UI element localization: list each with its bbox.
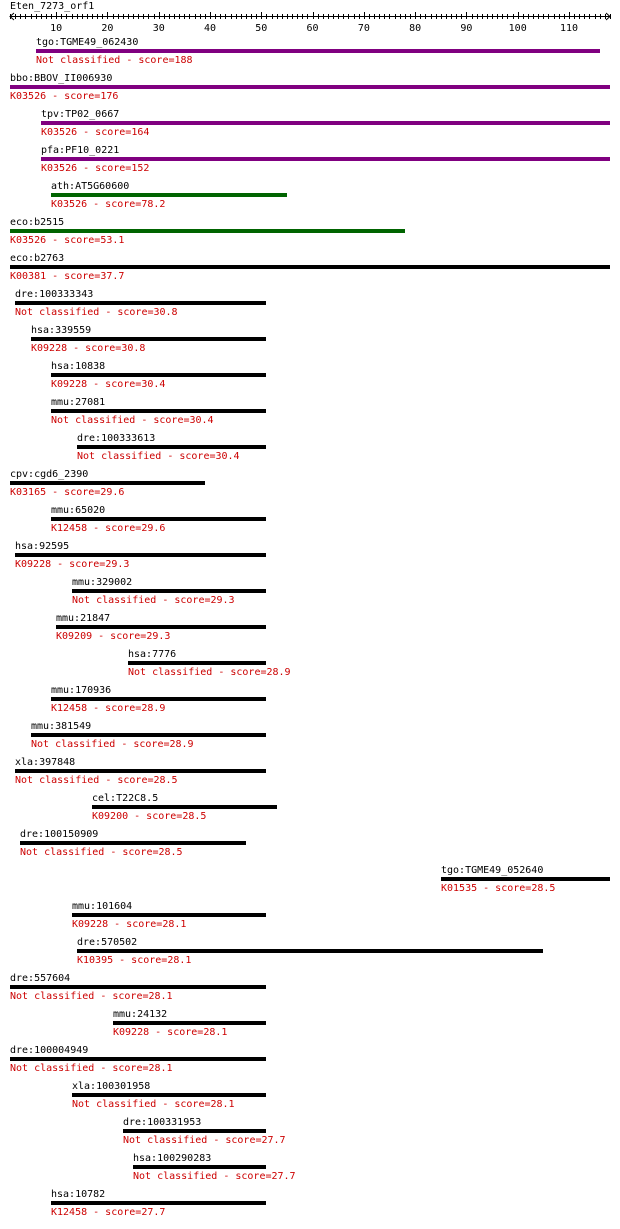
hit-ko-score-link[interactable] <box>56 631 170 642</box>
hit-name-link[interactable]: xla:100301958 <box>72 1081 151 1092</box>
hit-ko-score-link[interactable] <box>31 343 145 354</box>
hit-ko-score-link[interactable] <box>51 199 165 210</box>
score-prefix: - score= <box>77 127 132 138</box>
score-value: 28.1 <box>210 1099 235 1110</box>
ko-label: K03526 <box>41 127 78 138</box>
alignment-bar[interactable] <box>31 733 266 737</box>
alignment-bar[interactable] <box>123 1129 266 1133</box>
ko-label: Not classified <box>10 991 95 1002</box>
hit-ko-score-link[interactable] <box>51 523 165 534</box>
score-value: 27.7 <box>141 1207 166 1218</box>
hit-name-link[interactable]: bbo:BBOV_II006930 <box>10 73 113 84</box>
score-prefix: - score= <box>46 487 101 498</box>
score-prefix: - score= <box>99 307 154 318</box>
alignment-bar[interactable] <box>51 409 266 413</box>
score-value: 28.5 <box>531 883 556 894</box>
alignment-bar[interactable] <box>10 1057 266 1061</box>
score-prefix: - score= <box>156 1099 211 1110</box>
score-value: 28.5 <box>182 811 207 822</box>
score-prefix: - score= <box>46 235 101 246</box>
hit-ko-score-link[interactable] <box>133 1171 296 1182</box>
score-prefix: - score= <box>113 955 168 966</box>
alignment-bar[interactable] <box>10 985 266 989</box>
hit-name-link[interactable]: pfa:PF10_0221 <box>41 145 120 156</box>
score-prefix: - score= <box>46 91 101 102</box>
alignment-bar[interactable] <box>15 769 266 773</box>
alignment-bar[interactable] <box>20 841 246 845</box>
ko-label: Not classified <box>72 1099 157 1110</box>
score-value: 28.1 <box>162 919 187 930</box>
ruler-tick-label: 50 <box>255 23 268 34</box>
ruler-tick-label: 20 <box>101 23 114 34</box>
score-prefix: - score= <box>217 1171 272 1182</box>
score-prefix: - score= <box>104 847 159 858</box>
score-prefix: - score= <box>149 1027 204 1038</box>
alignment-bar[interactable] <box>15 301 266 305</box>
hit-ko-score-link[interactable] <box>72 1099 235 1110</box>
hit-name-link[interactable]: mmu:101604 <box>72 901 133 912</box>
score-value: 30.4 <box>141 379 166 390</box>
ruler-tick-label: 60 <box>306 23 319 34</box>
score-prefix: - score= <box>46 271 101 282</box>
ko-label: K00381 <box>10 271 47 282</box>
ruler-tick-label: 80 <box>409 23 422 34</box>
ruler-tick-label: 90 <box>460 23 473 34</box>
score-value: 28.9 <box>169 739 194 750</box>
hit-name-link[interactable]: dre:100004949 <box>10 1045 89 1056</box>
hit-ko-score-link[interactable] <box>10 1063 173 1074</box>
ko-label: K09228 <box>113 1027 150 1038</box>
score-value: 164 <box>131 127 150 138</box>
alignment-bar[interactable] <box>77 445 266 449</box>
alignment-bar[interactable] <box>41 121 610 125</box>
hit-name-link[interactable]: tgo:TGME49_052640 <box>441 865 544 876</box>
ko-label: K09209 <box>56 631 93 642</box>
ko-label: Not classified <box>123 1135 208 1146</box>
score-prefix: - score= <box>212 667 267 678</box>
score-value: 27.7 <box>261 1135 286 1146</box>
score-prefix: - score= <box>128 811 183 822</box>
score-value: 29.6 <box>100 487 125 498</box>
hit-ko-score-link[interactable] <box>72 919 186 930</box>
alignment-bar[interactable] <box>36 49 600 53</box>
alignment-bar[interactable] <box>51 193 287 197</box>
score-value: 28.9 <box>141 703 166 714</box>
alignment-bar[interactable] <box>441 877 610 881</box>
hit-ko-score-link[interactable] <box>10 235 124 246</box>
ko-label: K09200 <box>92 811 129 822</box>
alignment-bar[interactable] <box>10 85 610 89</box>
alignment-bar[interactable] <box>31 337 266 341</box>
score-prefix: - score= <box>99 775 154 786</box>
alignment-bar[interactable] <box>10 229 405 233</box>
hit-ko-score-link[interactable] <box>51 1207 165 1218</box>
hit-ko-score-link[interactable] <box>77 451 240 462</box>
score-value: 28.5 <box>153 775 178 786</box>
score-value: 28.1 <box>148 1063 173 1074</box>
query-title: Eten_7273_orf1 <box>10 1 95 12</box>
hit-ko-score-link[interactable] <box>41 127 149 138</box>
alignment-bar[interactable] <box>10 481 205 485</box>
hit-name-link[interactable]: mmu:21847 <box>56 613 111 624</box>
alignment-bar[interactable] <box>113 1021 266 1025</box>
ko-label: K01535 <box>441 883 478 894</box>
hit-ko-score-link[interactable] <box>10 271 124 282</box>
alignment-bar[interactable] <box>72 1093 266 1097</box>
ko-label: Not classified <box>128 667 213 678</box>
hit-name-link[interactable]: dre:100333343 <box>15 289 94 300</box>
hit-ko-score-link[interactable] <box>92 811 206 822</box>
ruler-tick-label: 30 <box>152 23 165 34</box>
ruler-tick-label: 110 <box>559 23 579 34</box>
hit-ko-score-link[interactable] <box>128 667 291 678</box>
hit-name-link[interactable]: mmu:381549 <box>31 721 92 732</box>
hit-ko-score-link[interactable] <box>10 991 173 1002</box>
ko-label: Not classified <box>20 847 105 858</box>
hit-name-link[interactable]: tpv:TP02_0667 <box>41 109 120 120</box>
hit-name-link[interactable]: cel:T22C8.5 <box>92 793 159 804</box>
hit-name-link[interactable]: eco:b2763 <box>10 253 65 264</box>
ko-label: K03526 <box>41 163 78 174</box>
score-value: 27.7 <box>271 1171 296 1182</box>
score-prefix: - score= <box>77 163 132 174</box>
ko-label: Not classified <box>31 739 116 750</box>
score-prefix: - score= <box>87 1207 142 1218</box>
score-value: 28.1 <box>167 955 192 966</box>
score-prefix: - score= <box>87 379 142 390</box>
hit-name-link[interactable]: cpv:cgd6_2390 <box>10 469 89 480</box>
hit-name-link[interactable]: dre:100150909 <box>20 829 99 840</box>
ruler-tick-label: 100 <box>508 23 527 34</box>
hit-name-link[interactable]: dre:100331953 <box>123 1117 202 1128</box>
hit-ko-score-link[interactable] <box>51 415 214 426</box>
hit-name-link[interactable]: hsa:10782 <box>51 1189 106 1200</box>
score-value: 53.1 <box>100 235 125 246</box>
alignment-bar[interactable] <box>15 553 266 557</box>
score-prefix: - score= <box>477 883 532 894</box>
hit-ko-score-link[interactable] <box>20 847 183 858</box>
hit-name-link[interactable]: hsa:92595 <box>15 541 70 552</box>
score-value: 30.8 <box>121 343 146 354</box>
score-value: 28.9 <box>266 667 291 678</box>
hit-name-link[interactable]: mmu:24132 <box>113 1009 168 1020</box>
ko-label: Not classified <box>72 595 157 606</box>
ko-label: K12458 <box>51 703 88 714</box>
score-prefix: - score= <box>120 55 175 66</box>
score-value: 30.4 <box>215 451 240 462</box>
hit-name-link[interactable]: eco:b2515 <box>10 217 65 228</box>
score-value: 28.1 <box>148 991 173 1002</box>
hit-ko-score-link[interactable] <box>31 739 194 750</box>
hit-ko-score-link[interactable] <box>51 379 165 390</box>
ruler-tick-label: 70 <box>357 23 370 34</box>
hit-ko-score-link[interactable] <box>10 487 124 498</box>
score-value: 78.2 <box>141 199 166 210</box>
score-prefix: - score= <box>67 343 122 354</box>
score-prefix: - score= <box>115 739 170 750</box>
alignment-bar[interactable] <box>10 265 610 269</box>
alignment-bar[interactable] <box>51 517 266 521</box>
hit-ko-score-link[interactable] <box>10 91 118 102</box>
ko-label: K09228 <box>31 343 68 354</box>
ko-label: K12458 <box>51 523 88 534</box>
ko-label: K03165 <box>10 487 47 498</box>
ko-label: Not classified <box>51 415 136 426</box>
hit-name-link[interactable]: dre:570502 <box>77 937 138 948</box>
ko-label: K09228 <box>72 919 109 930</box>
hit-ko-score-link[interactable] <box>15 559 129 570</box>
score-prefix: - score= <box>87 703 142 714</box>
ruler-tick-label: 10 <box>50 23 63 34</box>
alignment-bar[interactable] <box>51 697 266 701</box>
score-value: 29.3 <box>146 631 171 642</box>
hit-ko-score-link[interactable] <box>36 55 193 66</box>
hit-name-link[interactable]: dre:100333613 <box>77 433 156 444</box>
ruler-tick-label: 40 <box>203 23 217 34</box>
score-value: 28.5 <box>158 847 183 858</box>
ko-label: K12458 <box>51 1207 88 1218</box>
alignment-bar[interactable] <box>128 661 266 665</box>
hit-ko-score-link[interactable] <box>51 703 165 714</box>
ko-label: Not classified <box>133 1171 218 1182</box>
hit-name-link[interactable]: mmu:170936 <box>51 685 112 696</box>
score-value: 30.4 <box>189 415 214 426</box>
score-prefix: - score= <box>87 523 142 534</box>
hit-name-link[interactable]: tgo:TGME49_062430 <box>36 37 139 48</box>
score-value: 176 <box>100 91 119 102</box>
score-prefix: - score= <box>108 919 163 930</box>
ko-label: Not classified <box>77 451 162 462</box>
alignment-bar[interactable] <box>72 589 266 593</box>
ko-label: K03526 <box>51 199 88 210</box>
score-prefix: - score= <box>94 991 149 1002</box>
alignment-bar[interactable] <box>72 913 266 917</box>
hit-name-link[interactable]: hsa:7776 <box>128 649 177 660</box>
hit-ko-score-link[interactable] <box>72 595 235 606</box>
hit-ko-score-link[interactable] <box>41 163 149 174</box>
hit-name-link[interactable]: mmu:65020 <box>51 505 106 516</box>
hit-name-link[interactable]: hsa:100290283 <box>133 1153 212 1164</box>
score-value: 29.3 <box>105 559 130 570</box>
hit-ko-score-link[interactable] <box>113 1027 227 1038</box>
hit-ko-score-link[interactable] <box>15 307 178 318</box>
hit-name-link[interactable]: mmu:329002 <box>72 577 133 588</box>
hit-name-link[interactable]: ath:AT5G60600 <box>51 181 130 192</box>
ko-label: Not classified <box>15 775 100 786</box>
score-prefix: - score= <box>92 631 147 642</box>
ko-label: Not classified <box>10 1063 95 1074</box>
score-prefix: - score= <box>161 451 216 462</box>
score-value: 37.7 <box>100 271 125 282</box>
score-value: 29.6 <box>141 523 166 534</box>
hit-name-link[interactable]: xla:397848 <box>15 757 76 768</box>
alignment-bar[interactable] <box>77 949 543 953</box>
alignment-bar[interactable] <box>92 805 277 809</box>
hit-ko-score-link[interactable] <box>77 955 191 966</box>
ko-label: Not classified <box>36 55 121 66</box>
ko-label: K03526 <box>10 235 47 246</box>
hit-name-link[interactable]: dre:557604 <box>10 973 71 984</box>
alignment-bar[interactable] <box>56 625 266 629</box>
hit-name-link[interactable]: hsa:339559 <box>31 325 92 336</box>
alignment-bar[interactable] <box>51 373 266 377</box>
hit-name-link[interactable]: hsa:10838 <box>51 361 106 372</box>
score-prefix: - score= <box>135 415 190 426</box>
ko-label: K09228 <box>51 379 88 390</box>
score-value: 152 <box>131 163 150 174</box>
alignment-bar[interactable] <box>133 1165 266 1169</box>
ko-label: Not classified <box>15 307 100 318</box>
hit-ko-score-link[interactable] <box>15 775 178 786</box>
alignment-bar[interactable] <box>41 157 610 161</box>
ko-label: K03526 <box>10 91 47 102</box>
hit-ko-score-link[interactable] <box>441 883 555 894</box>
score-prefix: - score= <box>156 595 211 606</box>
hit-ko-score-link[interactable] <box>123 1135 286 1146</box>
score-value: 29.3 <box>210 595 235 606</box>
ko-label: K10395 <box>77 955 114 966</box>
alignment-bar[interactable] <box>51 1201 266 1205</box>
score-prefix: - score= <box>51 559 106 570</box>
score-value: 188 <box>174 55 193 66</box>
hit-name-link[interactable]: mmu:27081 <box>51 397 106 408</box>
score-value: 30.8 <box>153 307 178 318</box>
ko-label: K09228 <box>15 559 52 570</box>
score-prefix: - score= <box>87 199 142 210</box>
score-prefix: - score= <box>207 1135 262 1146</box>
score-prefix: - score= <box>94 1063 149 1074</box>
score-value: 28.1 <box>203 1027 228 1038</box>
